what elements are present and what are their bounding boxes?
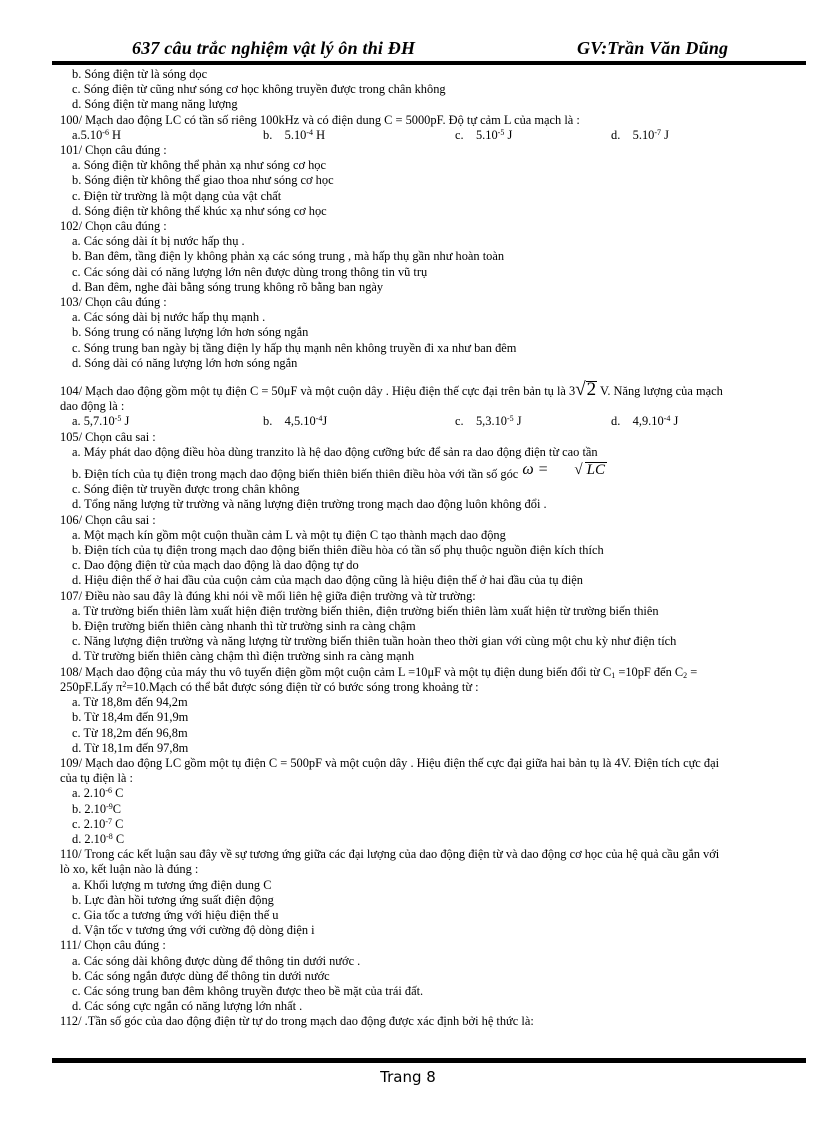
option-line: b. Lực đàn hồi tương ứng suất điện động [72, 892, 274, 907]
option-c: c. $5.10^{-5}$ J [455, 127, 513, 142]
formula-lc: LC [586, 462, 605, 479]
option-line: b. Sóng điện từ là sóng dọc [72, 67, 208, 81]
question-104-cont: dao động là : [60, 399, 125, 414]
option-line: c. Từ 18,2m đến 96,8m [72, 725, 188, 740]
option-line: b. Sóng điện từ không thể giao thoa như sóng cơ học [72, 173, 334, 188]
options-104 [60, 414, 804, 429]
question-110: 110/ Trong các kết luận sau đây về sự tương ứng giữa các đại lượng của dao động điện từ và dao động cơ học của hệ quả cầu gắn với [60, 847, 720, 862]
question-104 [60, 381, 804, 399]
question-103: 103/ Chọn câu đúng : [60, 295, 167, 310]
option-line: d. Sóng điện từ mang năng lượng [72, 97, 238, 112]
question-text: 104/ Mạch dao động gồm một tụ điện C = 50μF và một cuộn dây . Hiệu điện thế cực đại trên bản tụ là 3 [60, 384, 576, 399]
page-number: Trang 8 [380, 1068, 436, 1086]
option-line: d. Các sóng cực ngắn có năng lượng lớn nhất . [72, 999, 303, 1014]
option-line: b. Điện trường biến thiên càng nhanh thì từ trường sinh ra càng chậm [72, 619, 416, 634]
option-line: b. Các sóng ngắn được dùng để thông tin dưới nước [72, 968, 330, 983]
question-108-cont: 250pF.Lấy $\pi^2=10.Mạch$ có thể bắt được sóng điện từ có bước sóng trong khoảng từ : [60, 679, 479, 694]
option-line [60, 461, 804, 482]
option-a: a. $5,7.10^{-5}$ J [72, 414, 130, 429]
option-line: c. Sóng điện từ truyền được trong chân không [72, 482, 300, 497]
option-line: a. Một mạch kín gồm một cuộn thuần cảm L và một tụ điện C tạo thành mạch dao động [72, 527, 506, 542]
option-line: c. Các sóng trung ban đêm không truyền được theo bề mặt của trái đất. [72, 983, 424, 998]
option-line: c. Điện từ trường là một dạng của vật chất [72, 188, 282, 203]
option-line: a. Sóng điện từ không thể phản xạ như sóng cơ học [72, 158, 326, 173]
option-line: a. Từ trường biến thiên làm xuất hiện điện trường biến thiên, điện trường biến thiên làm xuất hiện từ trường biến thiên [72, 603, 659, 618]
question-102: 102/ Chọn câu đúng : [60, 219, 167, 234]
option-d: d. $5.10^{-7}$ J [611, 127, 669, 142]
option-line: c. $2.10^{-7}$ C [72, 816, 124, 831]
question-109-cont: của tụ điện là : [60, 771, 133, 786]
omega-formula [522, 462, 607, 478]
option-d: d. $4,9.10^{-4}$ J [611, 414, 679, 429]
question-107: 107/ Điều nào sau đây là đúng khi nói về mối liên hệ giữa điện trường và từ trường: [60, 588, 476, 603]
question-111: 111/ Chọn câu đúng : [60, 938, 166, 953]
option-c: c. $5,3.10^{-5}$ J [455, 414, 522, 429]
option-line: b. Điện tích của tụ điện trong mạch dao động biến thiên điều hòa có tần số phụ thuộc nguồn điện kích thích [72, 543, 604, 558]
option-line: a. Khối lượng m tương ứng điện dung C [72, 877, 272, 892]
question-105: 105/ Chọn câu sai : [60, 429, 156, 444]
option-line: b. Ban đêm, tầng điện ly không phản xạ các sóng trung , mà hấp thụ gần như hoàn toàn [72, 249, 505, 264]
question-101: 101/ Chọn câu đúng : [60, 143, 167, 157]
option-line: a. Các sóng dài bị nước hấp thụ mạnh . [72, 310, 266, 325]
option-b: b. $5.10^{-4}$ H [263, 127, 326, 142]
header-title: 637 câu trắc nghiệm vật lý ôn thi ĐH [132, 38, 416, 58]
option-line: c. Dao động điện từ của mạch dao động là dao động tự do [72, 558, 359, 573]
question-text: V. Năng lượng của mạch [597, 384, 723, 399]
omega-symbol: ω = [522, 461, 549, 479]
option-line: b. Sóng trung có năng lượng lớn hơn sóng ngắn [72, 325, 309, 340]
option-line: b. $2.10^{-9}C$ [72, 801, 122, 816]
option-line: d. $2.10^{-8}$ C [72, 831, 125, 846]
option-line: a. Các sóng dài ít bị nước hấp thụ . [72, 234, 245, 249]
option-b: b. $4,5.10^{-4}J$ [263, 414, 328, 429]
option-line: d. Sóng điện từ không thể khúc xạ như sóng cơ học [72, 203, 327, 218]
option-line: a. Các sóng dài không được dùng để thông tin dưới nước . [72, 953, 361, 968]
option-line: c. Năng lượng điện trường và năng lượng từ trường biến thiên tuần hoàn theo thời gian với cùng một chu kỳ như điện tích [72, 634, 677, 649]
option-line: a. $2.10^{-6}$ C [72, 786, 124, 801]
option-line: d. Tổng năng lượng từ trường và năng lượng điện trường trong mạch dao động luôn không đổi . [72, 497, 547, 512]
option-a: $a.5.10^{-6}$ H [72, 127, 121, 142]
option-line: c. Sóng điện từ cũng như sóng cơ học không truyền được trong chân không [72, 82, 446, 97]
sqrt-symbol: √ [574, 462, 583, 479]
question-106: 106/ Chọn câu sai : [60, 512, 156, 527]
question-100: 100/ Mạch dao động LC có tần số riêng 100kHz và có điện dung C = 5000pF. Độ tự cảm L của mạch là : [60, 112, 580, 127]
sqrt-value: 2 [586, 379, 597, 401]
option-line: d. Từ trường biến thiên càng chậm thì điện trường sinh ra càng mạnh [72, 649, 415, 664]
option-line: d. Từ 18,1m đến 97,8m [72, 740, 189, 755]
question-108: 108/ Mạch dao động của máy thu vô tuyến điện gồm một cuộn cảm L =10μF và một tụ điện dung biến đổi từ $C_1 =10pF$ đến $C_2$ = [60, 664, 698, 680]
header-author: GV:Trần Văn Dũng [577, 38, 729, 58]
option-line: d. Vận tốc v tương ứng với cường độ dòng điện i [72, 923, 315, 938]
question-list [60, 67, 804, 1030]
option-line: a. Máy phát dao động điều hòa dùng tranzito là hệ dao động cưỡng bức để sản ra dao động điện từ cao tần [72, 444, 598, 459]
option-line: c. Gia tốc a tương ứng với hiệu điện thế u [72, 907, 279, 922]
option-line: d. Sóng dài có năng lượng lớn hơn sóng ngắn [72, 355, 298, 370]
question-109: 109/ Mạch dao động LC gồm một tụ điện C = 500pF và một cuộn dây . Hiệu điện thế cực đại giữa hai bản tụ là 4V. Điện tích cực đại [60, 755, 720, 770]
question-112: 112/ .Tần số góc của dao động điện từ tự do trong mạch dao động được xác định bởi hệ thức là: [60, 1014, 534, 1029]
sqrt-symbol: √2 [575, 379, 597, 401]
question-110-cont: lò xo, kết luận nào là đúng : [60, 862, 199, 877]
option-line: a. Từ 18,8m đến 94,2m [72, 695, 188, 710]
option-line: c. Các sóng dài có năng lượng lớn nên được dùng trong thông tin vũ trụ [72, 264, 428, 279]
options-100 [60, 128, 804, 143]
footer-rule [52, 1058, 806, 1063]
header-rule [52, 61, 806, 65]
option-line: d. Ban đêm, nghe đài bằng sóng trung không rõ bằng ban ngày [72, 279, 384, 294]
option-line: c. Sóng trung ban ngày bị tầng điện ly hấp thụ mạnh nên không truyền đi xa như ban đêm [72, 340, 517, 355]
option-line: d. Hiệu điện thế ở hai đầu của cuộn cảm của mạch dao động cũng là hiệu điện thế ở hai đầu của tụ điện [72, 573, 583, 588]
option-line: b. Từ 18,4m đến 91,9m [72, 710, 189, 725]
option-text: b. Điện tích của tụ điện trong mạch dao động biến thiên biến thiên điều hòa với tần số góc [72, 467, 519, 482]
